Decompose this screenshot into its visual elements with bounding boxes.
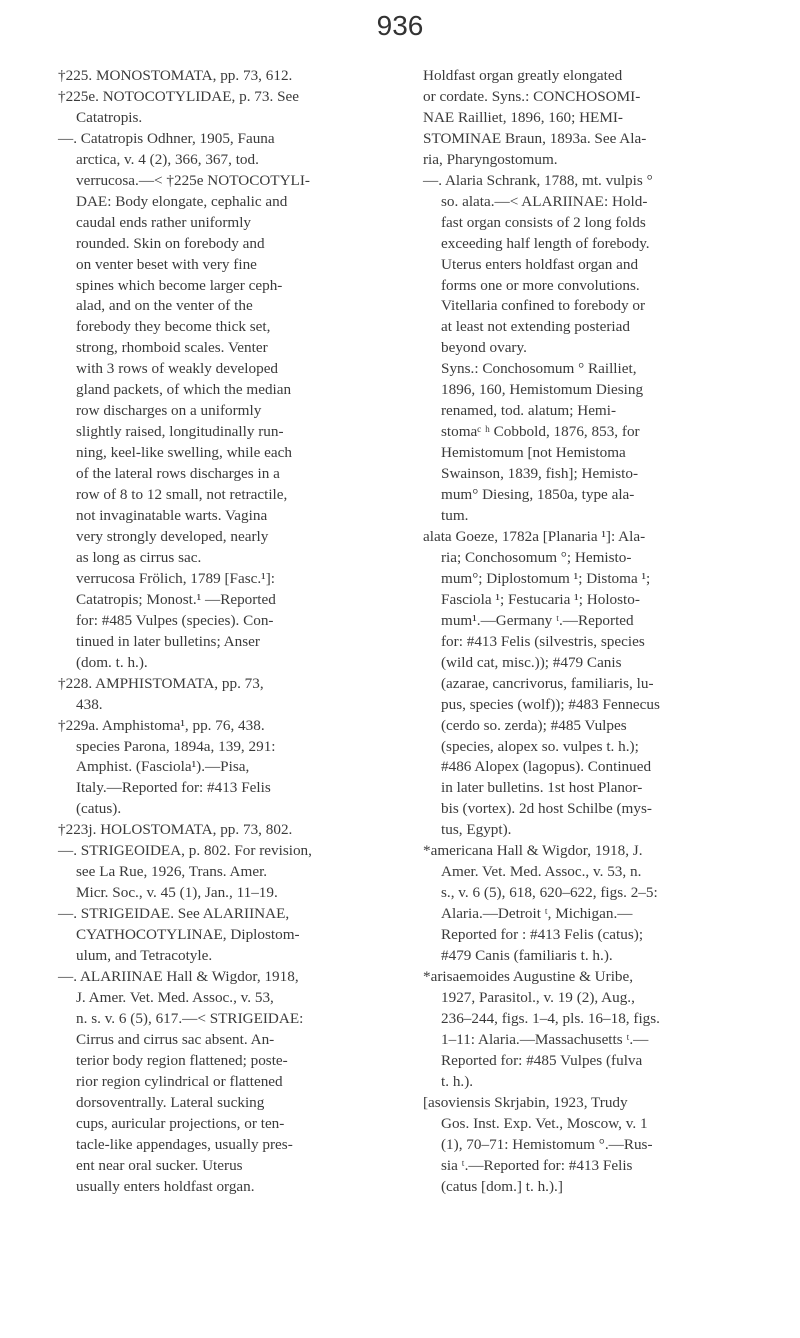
text-line: †223j. HOLOSTOMATA, pp. 73, 802. xyxy=(58,821,293,839)
text-line: —. Alaria Schrank, 1788, mt. vulpis ° xyxy=(423,171,653,189)
text-line: renamed, tod. alatum; Hemi- xyxy=(441,402,617,420)
text-line: usually enters holdfast organ. xyxy=(76,1177,255,1195)
text-line: Uterus enters holdfast organ and xyxy=(441,255,639,273)
text-line: Gos. Inst. Exp. Vet., Moscow, v. 1 xyxy=(441,1114,648,1132)
text-line: Amphist. (Fasciola¹).—Pisa, xyxy=(76,758,250,776)
text-line: spines which become larger ceph- xyxy=(76,276,283,294)
left-column xyxy=(58,66,393,1197)
text-line: dorsoventrally. Lateral sucking xyxy=(76,1093,265,1111)
text-line: ning, keel-like swelling, while each xyxy=(76,444,292,462)
text-line: arctica, v. 4 (2), 366, 367, tod. xyxy=(76,150,259,168)
right-column xyxy=(423,66,758,1197)
text-line: see La Rue, 1926, Trans. Amer. xyxy=(76,863,268,881)
text-line: (catus [dom.] t. h.).] xyxy=(441,1177,563,1195)
text-line: —. STRIGEIDAE. See ALARIINAE, xyxy=(58,905,290,923)
text-line: ria, Pharyngostomum. xyxy=(423,150,558,168)
text-line: sia ᵗ.—Reported for: #413 Felis xyxy=(441,1156,633,1174)
text-line: CYATHOCOTYLINAE, Diplostom- xyxy=(76,926,300,944)
text-line: (azarae, cancrivorus, familiaris, lu- xyxy=(441,674,654,692)
text-line: Amer. Vet. Med. Assoc., v. 53, n. xyxy=(441,863,642,881)
text-line: Catatropis. xyxy=(76,108,143,126)
text-line: Reported for : #413 Felis (catus); xyxy=(441,926,644,944)
text-line: (1), 70–71: Hemistomum °.—Rus- xyxy=(441,1135,653,1153)
text-line: tacle-like appendages, usually pres- xyxy=(76,1135,293,1153)
text-line: beyond ovary. xyxy=(441,339,527,357)
text-line: †225e. NOTOCOTYLIDAE, p. 73. See xyxy=(58,87,299,105)
text-line: forms one or more convolutions. xyxy=(441,276,640,294)
text-line: alad, and on the venter of the xyxy=(76,297,253,315)
text-line: or cordate. Syns.: CONCHOSOMI- xyxy=(423,87,641,105)
text-line: [asoviensis Skrjabin, 1923, Trudy xyxy=(423,1093,628,1111)
text-line: Syns.: Conchosomum ° Railliet, xyxy=(441,360,637,378)
text-line: not invaginatable warts. Vagina xyxy=(76,507,268,525)
text-line: pus, species (wolf)); #483 Fennecus xyxy=(441,695,660,713)
text-line: mum° Diesing, 1850a, type ala- xyxy=(441,486,635,504)
text-line: s., v. 6 (5), 618, 620–622, figs. 2–5: xyxy=(441,884,658,902)
text-line: (catus). xyxy=(76,800,122,818)
text-line: —. ALARIINAE Hall & Wigdor, 1918, xyxy=(58,967,299,985)
text-line: tinued in later bulletins; Anser xyxy=(76,632,260,650)
text-line: ulum, and Tetracotyle. xyxy=(76,947,213,965)
text-line: for: #485 Vulpes (species). Con- xyxy=(76,611,274,629)
text-line: #486 Alopex (lagopus). Continued xyxy=(441,758,652,776)
text-line: STOMINAE Braun, 1893a. See Ala- xyxy=(423,129,647,147)
text-line: #479 Canis (familiaris t. h.). xyxy=(441,947,613,965)
text-line: 1–11: Alaria.—Massachusetts ᵗ.— xyxy=(441,1030,649,1048)
text-line: fast organ consists of 2 long folds xyxy=(441,213,646,231)
text-line: NAE Railliet, 1896, 160; HEMI- xyxy=(423,108,623,126)
page-number: 936 xyxy=(376,10,424,41)
text-line: Micr. Soc., v. 45 (1), Jan., 11–19. xyxy=(76,884,278,902)
text-line: Catatropis; Monost.¹ —Reported xyxy=(76,590,276,608)
text-line: DAE: Body elongate, cephalic and xyxy=(76,192,288,210)
text-line: 438. xyxy=(76,695,103,713)
text-line: Italy.—Reported for: #413 Felis xyxy=(76,779,271,797)
text-line: Reported for: #485 Vulpes (fulva xyxy=(441,1051,643,1069)
text-line: 236–244, figs. 1–4, pls. 16–18, figs. xyxy=(441,1009,660,1027)
text-line: forebody they become thick set, xyxy=(76,318,271,336)
text-line: mum°; Diplostomum ¹; Distoma ¹; xyxy=(441,569,651,587)
text-line: row discharges on a uniformly xyxy=(76,402,262,420)
text-line: rior region cylindrical or flattened xyxy=(76,1072,283,1090)
text-line: gland packets, of which the median xyxy=(76,381,292,399)
text-line: tum. xyxy=(441,507,469,525)
text-line: †229a. Amphistoma¹, pp. 76, 438. xyxy=(58,716,265,734)
text-line: caudal ends rather uniformly xyxy=(76,213,252,231)
text-line: slightly raised, longitudinally run- xyxy=(76,423,284,441)
text-line: strong, rhomboid scales. Venter xyxy=(76,339,268,357)
text-line: tus, Egypt). xyxy=(441,821,512,839)
text-line: Fasciola ¹; Festucaria ¹; Holosto- xyxy=(441,590,640,608)
text-line: Cirrus and cirrus sac absent. An- xyxy=(76,1030,275,1048)
text-line: as long as cirrus sac. xyxy=(76,548,202,566)
text-line: (cerdo so. zerda); #485 Vulpes xyxy=(441,716,627,734)
text-line: Swainson, 1839, fish]; Hemisto- xyxy=(441,465,639,483)
text-line: bis (vortex). 2d host Schilbe (mys- xyxy=(441,800,652,818)
text-line: very strongly developed, nearly xyxy=(76,527,269,545)
text-line: J. Amer. Vet. Med. Assoc., v. 53, xyxy=(76,988,274,1006)
text-line: for: #413 Felis (silvestris, species xyxy=(441,632,645,650)
text-line: 1896, 160, Hemistomum Diesing xyxy=(441,381,644,399)
text-line: verrucosa Frölich, 1789 [Fasc.¹]: xyxy=(76,569,275,587)
text-line: alata Goeze, 1782a [Planaria ¹]: Ala- xyxy=(423,527,646,545)
text-line: Holdfast organ greatly elongated xyxy=(423,67,623,84)
text-line: (wild cat, misc.)); #479 Canis xyxy=(441,653,622,671)
text-line: verrucosa.—< †225e NOTOCOTYLI- xyxy=(76,171,310,189)
text-line: exceeding half length of forebody. xyxy=(441,234,650,252)
text-line: n. s. v. 6 (5), 617.—< STRIGEIDAE: xyxy=(76,1009,304,1027)
text-line: row of 8 to 12 small, not retractile, xyxy=(76,486,288,504)
text-line: at least not extending posteriad xyxy=(441,318,630,336)
text-line: rounded. Skin on forebody and xyxy=(76,234,265,252)
text-line: stomaᶜ ʰ Cobbold, 1876, 853, for xyxy=(441,423,640,441)
text-line: mum¹.—Germany ᵗ.—Reported xyxy=(441,611,634,629)
text-line: species Parona, 1894a, 139, 291: xyxy=(76,737,276,755)
text-line: Alaria.—Detroit ᵗ, Michigan.— xyxy=(441,905,633,923)
text-line: cups, auricular projections, or ten- xyxy=(76,1114,285,1132)
text-line: of the lateral rows discharges in a xyxy=(76,465,280,483)
text-line: Vitellaria confined to forebody or xyxy=(441,297,646,315)
text-line: t. h.). xyxy=(441,1072,474,1090)
text-line: 1927, Parasitol., v. 19 (2), Aug., xyxy=(441,988,635,1006)
text-line: on venter beset with very fine xyxy=(76,255,257,273)
text-line: so. alata.—< ALARIINAE: Hold- xyxy=(441,192,648,210)
text-line: ent near oral sucker. Uterus xyxy=(76,1156,243,1174)
text-line: †225. MONOSTOMATA, pp. 73, 612. xyxy=(58,67,293,84)
text-line: (dom. t. h.). xyxy=(76,653,148,671)
text-line: with 3 rows of weakly developed xyxy=(76,360,279,378)
text-line: *americana Hall & Wigdor, 1918, J. xyxy=(423,842,643,860)
text-line: terior body region flattened; poste- xyxy=(76,1051,288,1069)
text-line: (species, alopex so. vulpes t. h.); xyxy=(441,737,639,755)
text-line: —. Catatropis Odhner, 1905, Fauna xyxy=(58,129,275,147)
text-line: in later bulletins. 1st host Planor- xyxy=(441,779,643,797)
text-line: *arisaemoides Augustine & Uribe, xyxy=(423,967,634,985)
text-line: ria; Conchosomum °; Hemisto- xyxy=(441,548,632,566)
text-line: Hemistomum [not Hemistoma xyxy=(441,444,626,462)
text-line: †228. AMPHISTOMATA, pp. 73, xyxy=(58,674,264,692)
text-line: —. STRIGEOIDEA, p. 802. For revision, xyxy=(58,842,312,860)
